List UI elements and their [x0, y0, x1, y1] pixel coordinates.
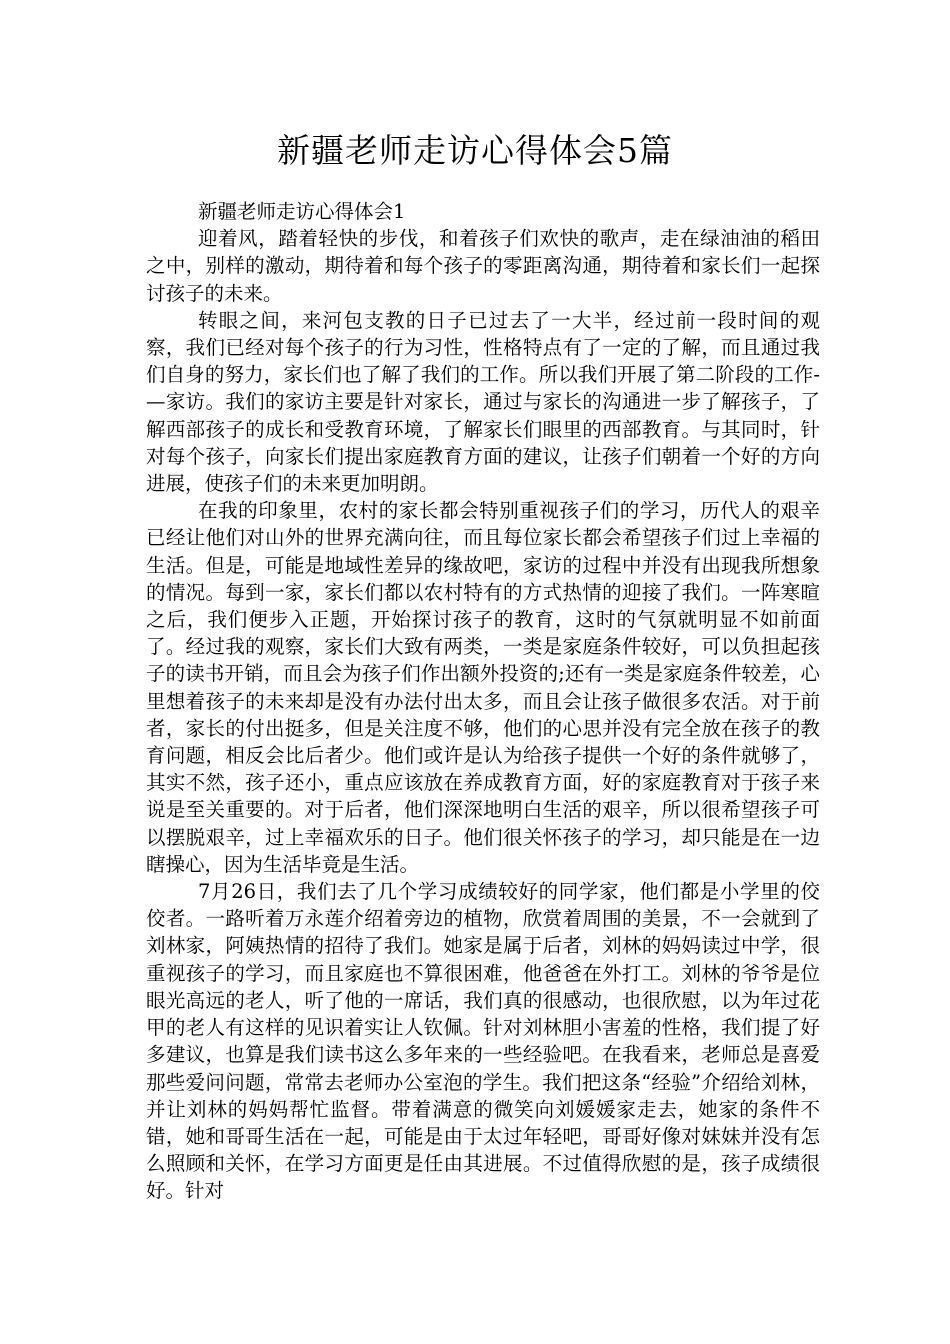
paragraph-4: 7月26日，我们去了几个学习成绩较好的同学家，他们都是小学里的佼佼者。一路听着万永莲介绍着旁边的植物，欣赏着周围的美景，不一会就到了刘林家，阿姨热情的招待了我们。她家是属于后者，刘林的妈妈读过中学，很重视孩子的学习，而且家庭也不算很困难，他爸爸在外打工。刘林的爷爷是位眼光高远的老人，听了他的一席话，我们真的很感动，也很欣慰，以为年过花甲的老人有这样的见识着实让人钦佩。针对刘林胆小害羞的性格，我们提了好多建议，也算是我们读书这么多年来的一些经验吧。在我看来，老师总是喜爱那些爱问问题，常常去老师办公室泡的学生。我们把这条“经验”介绍给刘林，并让刘林的妈妈帮忙监督。带着满意的微笑向刘媛媛家走去，她家的条件不错，她和哥哥生活在一起，可能是由于太过年轻吧，哥哥好像对妹妹并没有怎么照顾和关怀，在学习方面更是任由其进展。不过值得欣慰的是，孩子成绩很好。针对	[146, 880, 820, 1203]
document-title: 新疆老师走访心得体会5篇	[277, 131, 673, 170]
section-heading: 新疆老师走访心得体会1	[198, 200, 406, 223]
paragraph-2: 转眼之间，来河包支教的日子已过去了一大半，经过前一段时间的观察，我们已经对每个孩子的行为习性，性格特点有了一定的了解，而且通过我们自身的努力，家长们也了解了我们的工作。所以我们开展了第二阶段的工作-—家访。我们的家访主要是针对家长，通过与家长的沟通进一步了解孩子，了解西部孩子的成长和受教育环境，了解家长们眼里的西部教育。与其同时，针对每个孩子，向家长们提出家庭教育方面的建议，让孩子们朝着一个好的方向进展，使孩子们的未来更加明朗。	[146, 308, 820, 496]
paragraph-3: 在我的印象里，农村的家长都会特别重视孩子们的学习，历代人的艰辛已经让他们对山外的世界充满向往，而且每位家长都会希望孩子们过上幸福的生活。但是，可能是地域性差异的缘故吧，家访的过程中并没有出现我所想象的情况。每到一家，家长们都以农村特有的方式热情的迎接了我们。一阵寒暄之后，我们便步入正题，开始探讨孩子的教育，这时的气氛就明显不如前面了。经过我的观察，家长们大致有两类，一类是家庭条件较好，可以负担起孩子的读书开销，而且会为孩子们作出额外投资的;还有一类是家庭条件较差，心里想着孩子的未来却是没有办法付出太多，而且会让孩子做很多农活。对于前者，家长的付出挺多，但是关注度不够，他们的心思并没有完全放在孩子的教育问题，相反会比后者少。他们或许是认为给孩子提供一个好的条件就够了，其实不然，孩子还小，重点应该放在养成教育方面，好的家庭教育对于孩子来说是至关重要的。对于后者，他们深深地明白生活的艰辛，所以很希望孩子可以摆脱艰辛，过上幸福欢乐的日子。他们很关怀孩子的学习，却只能是在一边瞎操心，因为生活毕竟是生活。	[146, 499, 820, 876]
paragraph-1: 迎着风，踏着轻快的步伐，和着孩子们欢快的歌声，走在绿油油的稻田之中，别样的激动，期待着和每个孩子的零距离沟通，期待着和家长们一起探讨孩子的未来。	[146, 227, 820, 305]
document-body	[146, 198, 820, 1205]
